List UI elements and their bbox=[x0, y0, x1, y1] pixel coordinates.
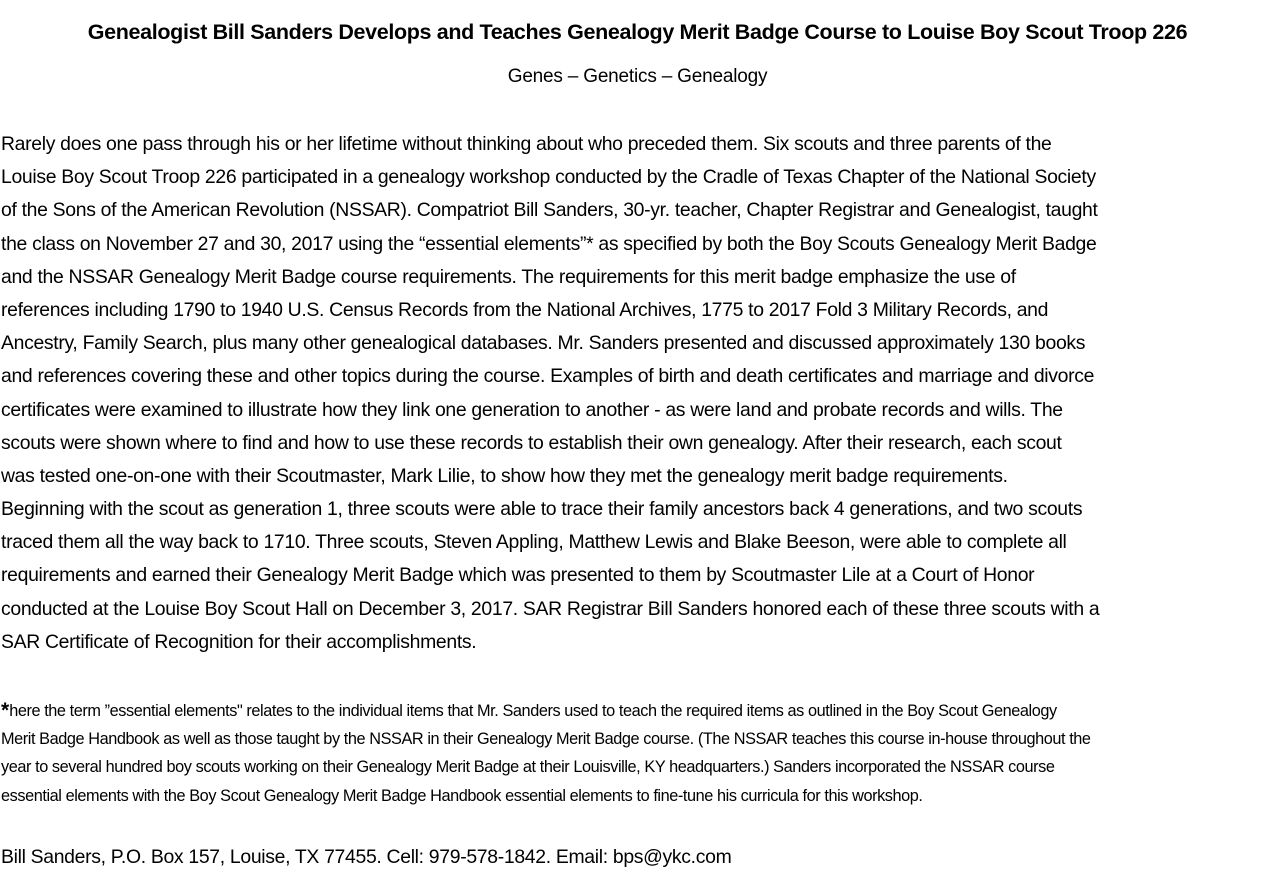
body-line: of the Sons of the American Revolution (NSSAR). Compatriot Bill Sanders, 30-yr. teacher, Chapter Registrar and Genealogist, taught bbox=[1, 199, 1098, 222]
body-line: certificates were examined to illustrate how they link one generation to another - as were land and probate records and wills. The bbox=[1, 398, 1063, 421]
footnote-line: essential elements with the Boy Scout Genealogy Merit Badge Handbook essential elements to fine-tune his curricula for this workshop. bbox=[1, 786, 923, 805]
footnote bbox=[1, 697, 1275, 810]
body-line: was tested one-on-one with their Scoutmaster, Mark Lilie, to show how they met the genealogy merit badge requirements. bbox=[1, 464, 1008, 487]
body-line: requirements and earned their Genealogy Merit Badge which was presented to them by Scoutmaster Lile at a Court of Honor bbox=[1, 564, 1035, 587]
footnote-line bbox=[1, 697, 1275, 725]
body-line: Ancestry, Family Search, plus many other genealogical databases. Mr. Sanders presented and discussed approximately 130 books bbox=[1, 332, 1086, 355]
document-title: Genealogist Bill Sanders Develops and Teaches Genealogy Merit Badge Course to Louise Boy Scout Troop 226 bbox=[87, 20, 1188, 45]
body-line: SAR Certificate of Recognition for their accomplishments. bbox=[1, 630, 477, 653]
body-line: references including 1790 to 1940 U.S. Census Records from the National Archives, 1775 to 2017 Fold 3 Military Records, and bbox=[1, 298, 1049, 321]
body-line: traced them all the way back to 1710. Three scouts, Steven Appling, Matthew Lewis and Blake Beeson, were able to complete all bbox=[1, 531, 1067, 554]
body-line: scouts were shown where to find and how to use these records to establish their own genealogy. After their research, each scout bbox=[1, 431, 1062, 454]
body-line: Beginning with the scout as generation 1, three scouts were able to trace their family ancestors back 4 generations, and two scouts bbox=[1, 498, 1083, 521]
footnote-text: here the term ”essential elements" relates to the individual items that Mr. Sanders used to teach the required items as outlined in the Boy Scout Genealogy bbox=[9, 702, 1057, 720]
body-line: and references covering these and other topics during the course. Examples of birth and death certificates and marriage and divorce bbox=[1, 365, 1095, 388]
footnote-line: Merit Badge Handbook as well as those taught by the NSSAR in their Genealogy Merit Badge course. (The NSSAR teaches this course in-house throughout the bbox=[1, 730, 1091, 749]
body-line: and the NSSAR Genealogy Merit Badge course requirements. The requirements for this merit badge emphasize the use of bbox=[1, 265, 1016, 288]
footnote-line: year to several hundred boy scouts working on their Genealogy Merit Badge at their Louisville, KY headquarters.) Sanders incorporated the NSSAR course bbox=[1, 758, 1055, 777]
footnote-marker: * bbox=[1, 699, 10, 722]
body-line: the class on November 27 and 30, 2017 using the “essential elements”* as specified by both the Boy Scouts Genealogy Merit Badge bbox=[1, 232, 1097, 255]
body-line: Rarely does one pass through his or her lifetime without thinking about who preceded them. Six scouts and three parents of the bbox=[1, 133, 1052, 155]
document-subtitle: Genes – Genetics – Genealogy bbox=[507, 66, 768, 87]
contact-info: Bill Sanders, P.O. Box 157, Louise, TX 77455. Cell: 979-578-1842. Email: bps@ykc.com bbox=[1, 846, 732, 868]
body-paragraph bbox=[1, 128, 1275, 659]
body-line: Louise Boy Scout Troop 226 participated in a genealogy workshop conducted by the Cradle of Texas Chapter of the National Society bbox=[1, 166, 1096, 189]
body-line: conducted at the Louise Boy Scout Hall on December 3, 2017. SAR Registrar Bill Sanders honored each of these three scouts with a bbox=[1, 597, 1100, 620]
